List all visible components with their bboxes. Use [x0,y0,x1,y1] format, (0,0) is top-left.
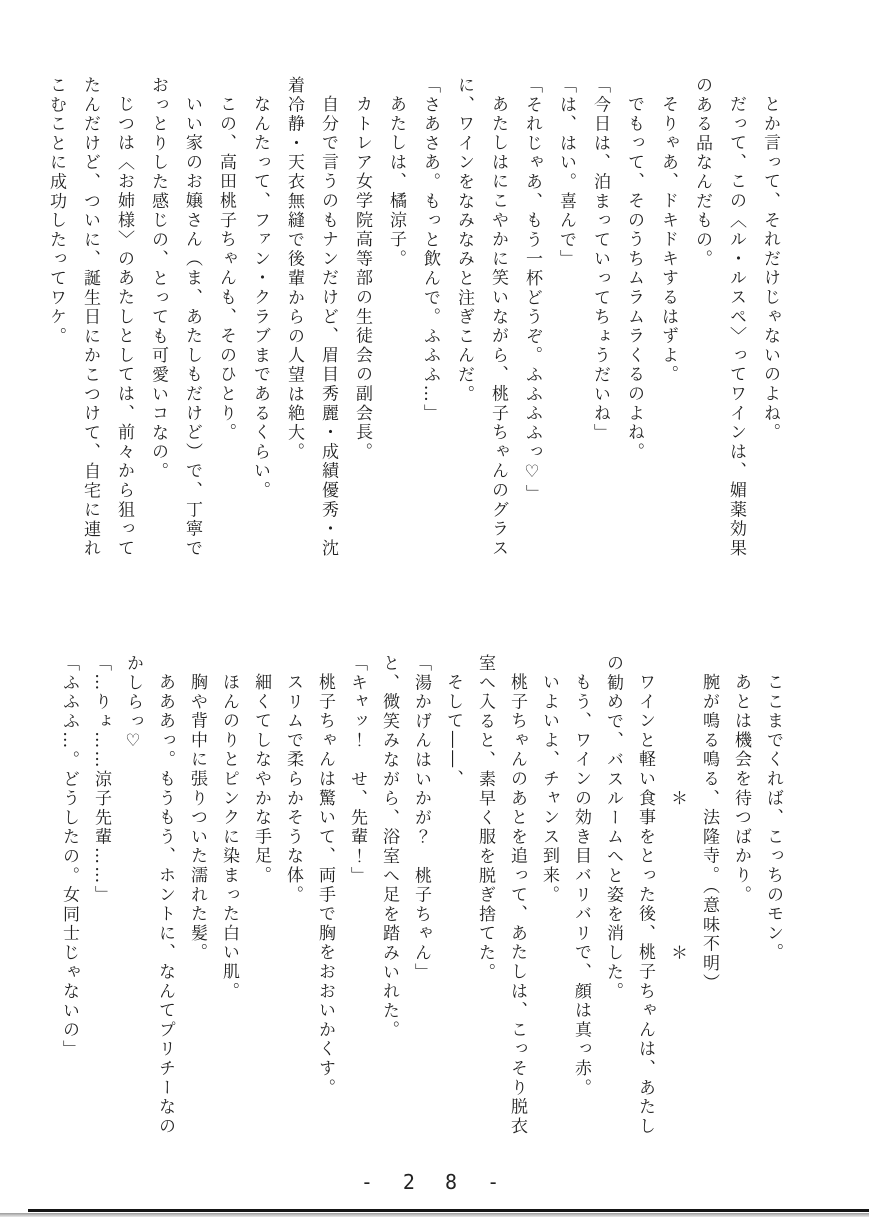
paragraph: じつは〈お姉様〉のあたしとしては、前々から狙ってたんだけど、ついに、誕生日にかこつけて、自宅に連れこむことに成功したってワケ。 [46,76,134,559]
dialogue-line: 「さあさあ。もっと飲んで。ふふふ…」 [420,76,440,424]
page-number: - 2 8 - [360,1170,509,1194]
paragraph: なんたって、ファン・クラブまであるくらい。 [250,95,270,501]
scan-edge-line [28,1209,869,1212]
paragraph: と、微笑みながら、浴室へ足を踏みいれた。 [379,654,399,1040]
paragraph: ワインと軽い食事をとった後、桃子ちゃんは、あたしの勧めで、バスルームへと姿を消した。 [603,654,655,1137]
paragraph: 桃子ちゃんのあとを追って、あたしは、こっそり脱衣室へ入ると、素早く服を脱ぎ捨てた。 [475,654,527,1137]
scan-edge-shadow [0,1213,869,1217]
dialogue-line: 「ふふふ…。どうしたの。女同士じゃないの」 [59,654,79,1060]
dialogue-line: 「それじゃあ、もう一杯どうぞ。ふふふふっ♡」 [522,76,542,504]
paragraph: ほんのりとピンクに染まった白い肌。 [219,673,239,1002]
dialogue-line: 「湯かげんはいかが？ 桃子ちゃん」 [411,654,431,983]
paragraph: スリムで柔らかそうな体。 [283,673,303,905]
story-top-block [25,76,787,560]
paragraph: いよいよ、チャンス到来。 [539,673,559,905]
dialogue-line: 「は、はい。喜んで」 [556,76,576,269]
paragraph: あああっ。もうもう、ホントに、なんてプリチーなのかしらっ♡ [123,654,175,1137]
paragraph: 桃子ちゃんは驚いて、両手で胸をおおいかくす。 [315,673,335,1098]
paragraph: あたしは、橘涼子。 [386,95,406,269]
paragraph: そして――、 [443,673,463,789]
paragraph: でもって、そのうちムラムラくるのよね。 [624,95,644,462]
paragraph: 自分で言うのもナンだけど、眉目秀麗・成績優秀・沈着冷静・天衣無縫で後輩からの人望は絶大。 [284,76,338,559]
paragraph: いい家のお嬢さん（ま、あたしもだけど）で、丁寧でおっとりした感じの、とっても可愛いコなの。 [148,76,202,559]
paragraph: あとは機会を待つばかり。 [731,673,751,905]
dialogue-line: 「今日は、泊まっていってちょうだいね」 [590,76,610,443]
paragraph: とか言って、それだけじゃないのよね。 [760,95,780,443]
paragraph: 腕が鳴る鳴る、法隆寺。（意味不明） [699,673,719,993]
paragraph: そりゃあ、ドキドキするはずよ。 [658,95,678,385]
section-break-asterisks: ＊ ＊ [667,654,687,963]
paragraph: この、高田桃子ちゃんも、そのひとり。 [216,95,236,443]
paragraph: 細くてしなやかな手足。 [251,673,271,886]
paragraph: あたしはにこやかに笑いながら、桃子ちゃんのグラスに、ワインをなみなみと注ぎこんだ。 [454,76,508,559]
dialogue-line: 「…りょ……涼子先輩……」 [91,654,111,905]
paragraph: だって、この〈ル・ルスペ〉ってワインは、媚薬効果のある品なんだもの。 [692,76,746,559]
paragraph: ここまでくれば、こっちのモン。 [763,673,783,963]
paragraph: カトレア女学院高等部の生徒会の副会長。 [352,95,372,462]
dialogue-line: 「キャッ！ せ、先輩！」 [347,654,367,886]
story-bottom-block [39,654,789,1138]
paragraph: 胸や背中に張りついた濡れた髪。 [187,673,207,963]
paragraph: もう、ワインの効き目バリバリで、顔は真っ赤。 [571,673,591,1098]
